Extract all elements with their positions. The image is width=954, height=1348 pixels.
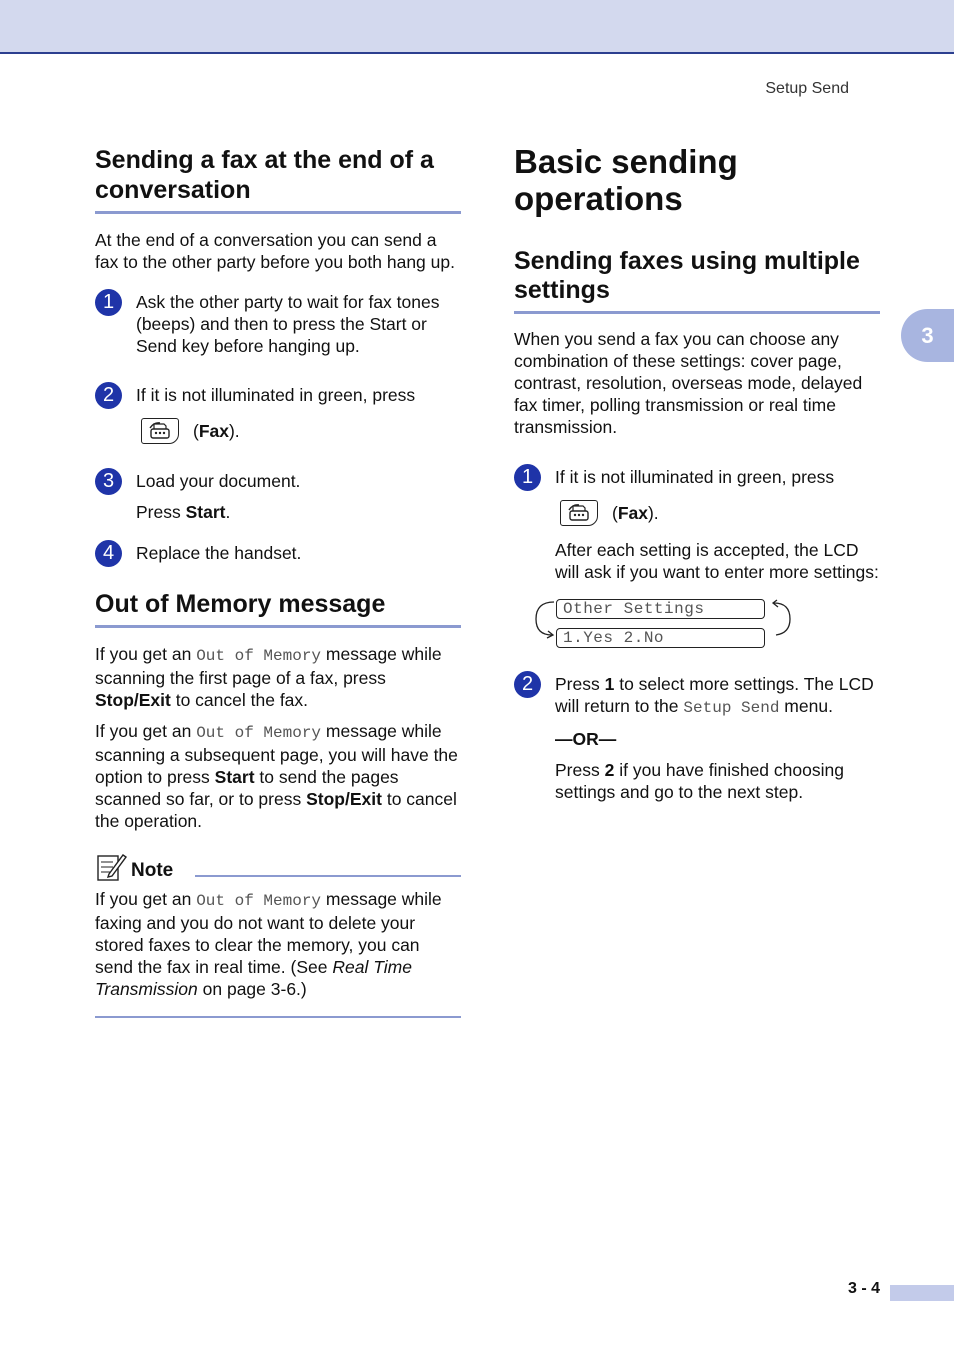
title-line: settings — [514, 276, 610, 304]
paren: ). — [228, 421, 240, 441]
left-column — [95, 145, 461, 1018]
page-number: 3 - 4 — [847, 1280, 880, 1297]
bold-key: 1 — [604, 674, 615, 694]
note-label: Note — [131, 860, 174, 881]
text: Press — [136, 502, 186, 522]
section-title-out-of-memory: Out of Memory message — [95, 590, 386, 618]
lcd-display — [514, 599, 880, 657]
step-after-text: After each setting is accepted, the LCD will ask if you want to enter more settings: — [555, 540, 879, 582]
fax-key-label: Fax — [198, 421, 229, 441]
note-pencil-icon — [95, 852, 127, 882]
fax-key-line — [141, 418, 461, 444]
fax-key-label: Fax — [617, 503, 648, 523]
step-text: Load your document. — [136, 471, 301, 491]
section-title-multiple-settings — [514, 247, 880, 305]
step-1 — [514, 466, 880, 583]
step-text: Replace the handset. — [136, 543, 302, 563]
title-line: Sending a fax at the end of a — [95, 146, 434, 174]
step-4 — [95, 542, 461, 564]
text: message while scanning a subsequent page, you will have the option to press — [95, 721, 458, 787]
bold-key: Stop/Exit — [306, 789, 382, 809]
text: to cancel the operation. — [95, 789, 457, 831]
step-3 — [95, 470, 461, 523]
memory-paragraph-1 — [95, 643, 461, 711]
section-title-end-of-conversation — [95, 145, 461, 205]
scroll-arrow-left-icon — [532, 599, 558, 639]
note-text — [95, 888, 461, 1000]
step-2 — [514, 673, 880, 803]
page-number-bar — [890, 1285, 954, 1301]
running-head: Setup Send — [765, 80, 849, 97]
step-2 — [95, 384, 461, 444]
chapter-title — [514, 143, 880, 217]
section-rule — [514, 311, 880, 314]
step-alt-text — [555, 759, 880, 803]
intro-paragraph: At the end of a conversation you can send a fax to the other party before you both hang up. — [95, 230, 455, 272]
bold-key: Stop/Exit — [95, 690, 171, 710]
cross-reference: Real Time Transmission — [95, 957, 412, 999]
text: to select more settings. The LCD will return to the — [555, 674, 874, 716]
or-separator — [555, 728, 880, 750]
fax-key-icon — [560, 500, 598, 526]
lcd-message: Out of Memory — [196, 724, 322, 742]
step-subtext — [136, 501, 461, 523]
bold-key: 2 — [604, 760, 615, 780]
fax-key-icon — [141, 418, 179, 444]
step-text: If it is not illuminated in green, press — [136, 385, 416, 405]
title-line: operations — [514, 180, 683, 217]
text: Press — [555, 760, 600, 780]
lcd-line-2: 1.Yes 2.No — [556, 628, 765, 648]
step-text: Ask the other party to wait for fax tones (beeps) and then to press the Start or Send key before hanging up. — [136, 292, 440, 356]
section-rule — [95, 625, 461, 628]
step-1 — [95, 291, 461, 357]
step-number-badge: 3 — [95, 468, 122, 495]
text: on page 3-6.) — [202, 979, 307, 999]
text: message while faxing and you do not want to delete your stored faxes to clear the memory, you can send the fax in real time. (See — [95, 889, 442, 977]
step-number-badge: 1 — [514, 464, 541, 491]
memory-paragraph-2 — [95, 720, 461, 832]
top-banner — [0, 0, 954, 54]
scroll-arrow-right-icon — [770, 599, 796, 639]
text: message while scanning the first page of a fax, press — [95, 644, 442, 688]
note-rule — [195, 875, 461, 877]
paren: ( — [193, 421, 199, 441]
step-number-badge: 2 — [514, 671, 541, 698]
section-rule — [95, 211, 461, 214]
lcd-message: Out of Memory — [196, 647, 322, 665]
fax-key-line — [560, 500, 880, 526]
lcd-line-1: Other Settings — [556, 599, 765, 619]
text: . — [225, 502, 231, 522]
text: If you get an — [95, 721, 192, 741]
intro-paragraph: When you send a fax you can choose any combination of these settings: cover page, contrast, resolution, overseas mode, delayed fax timer, polling transmission or real time transmission. — [514, 329, 863, 437]
step-text — [555, 673, 880, 719]
note-header — [95, 852, 461, 882]
chapter-tab: 3 — [901, 309, 954, 362]
bold-key: Start — [185, 502, 226, 522]
bold-key: Start — [214, 767, 255, 787]
title-line: conversation — [95, 176, 251, 204]
step-number-badge: 1 — [95, 289, 122, 316]
step-number-badge: 4 — [95, 540, 122, 567]
lcd-message: Setup Send — [683, 699, 780, 717]
paren: ( — [612, 503, 618, 523]
text: If you get an — [95, 889, 192, 909]
title-line: Basic sending — [514, 143, 738, 180]
right-column — [514, 143, 880, 803]
text: to send the pages scanned so far, or to press — [95, 767, 399, 809]
paren: ). — [647, 503, 659, 523]
or-text: —OR— — [555, 729, 617, 749]
text: Press — [555, 674, 600, 694]
text: If you get an — [95, 644, 192, 664]
step-number-badge: 2 — [95, 382, 122, 409]
note-bottom-rule — [95, 1016, 461, 1018]
text: to cancel the fax. — [175, 690, 309, 710]
title-line: Sending faxes using multiple — [514, 247, 860, 275]
lcd-message: Out of Memory — [196, 892, 322, 910]
text: menu. — [784, 696, 833, 716]
step-text: If it is not illuminated in green, press — [555, 467, 835, 487]
text: if you have finished choosing settings and go to the next step. — [555, 760, 844, 802]
